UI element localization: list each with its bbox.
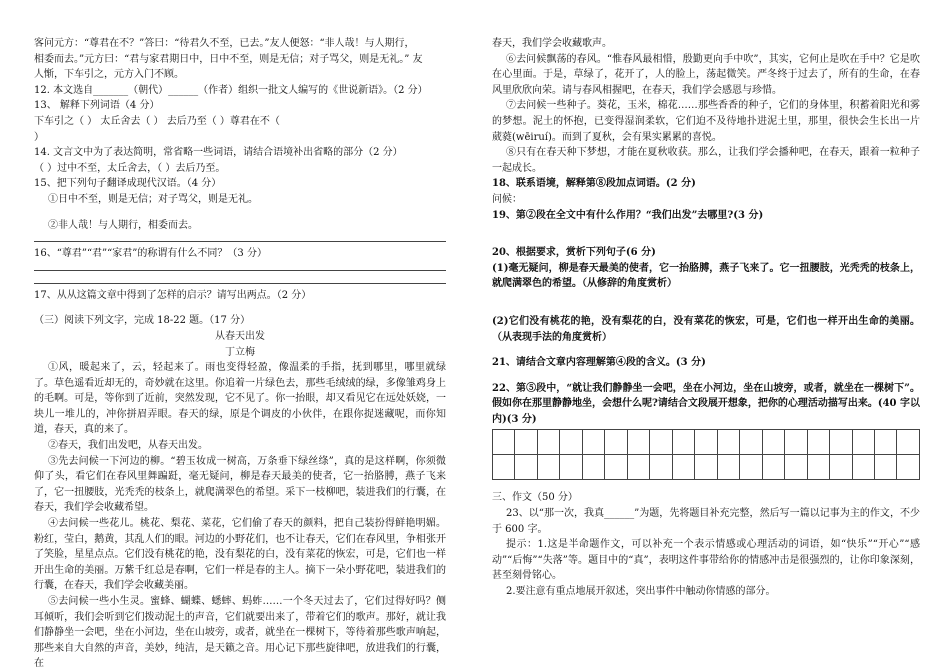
question-15-item-1: ①日中不至，则是无信；对子骂父，则是无礼。	[48, 193, 258, 205]
section-three-heading: （三）阅读下列文字，完成 18-22 题。（17 分）	[34, 315, 251, 327]
answer-grid-cell	[694, 430, 716, 454]
answer-grid-cell	[896, 430, 919, 454]
answer-grid-cell	[717, 455, 739, 479]
question-18-term: 问候：	[492, 193, 522, 205]
question-13: 13、 解释下列词语（4 分）	[34, 100, 160, 112]
answer-grid-cell	[762, 455, 784, 479]
answer-grid-cell	[852, 430, 874, 454]
answer-grid-cell	[604, 455, 626, 479]
text-line: 人惭，下车引之，元方入门不顾。	[34, 69, 184, 81]
composition-hint-2: 2.要注意有重点地展开叙述，突出事件中触动你情感的部分。	[506, 586, 776, 598]
question-13-items: 下车引之（ ） 太丘舍去（ ） 去后乃至（ ）尊君在不（	[34, 115, 280, 127]
answer-grid-cell	[829, 455, 851, 479]
paragraph-4: ④去问候一些花儿。桃花、梨花、菜花，它们偷了春天的颜料，把自己装扮得鲜艳明媚。粉红，莹白，鹅黄，其乱人们的眼。河边的小野花们，也不让春天，它们在春风里，争相张开了笑脸，星星点点。它们没有桃花的艳，没有梨花的白，没有菜花的恢宏，可是，它们也一样开出生命的美丽。万紫千红总是春啊，它们一样是春的主人。摘下一朵小野花吧，装进我们的行囊，在春天，我们学会收藏美丽。	[34, 518, 446, 592]
answer-grid-cell	[514, 430, 536, 454]
answer-line	[34, 262, 446, 271]
answer-grid-cell	[739, 430, 761, 454]
answer-grid-cell	[627, 430, 649, 454]
question-17: 17、从从这篇文章中得到了怎样的启示？请写出两点。（2 分）	[34, 289, 312, 301]
question-21: 21、请结合文章内容理解第④段的含义。(3 分)	[492, 357, 706, 369]
answer-grid-cell	[807, 430, 829, 454]
text-line: 相委而去。”元方曰：“君与家君期日中，日中不至，则是无信；对子骂父，则是无礼。” 友	[34, 53, 423, 65]
question-16: 16、“尊君”“君”“家君”的称谓有什么不同？（3 分）	[34, 248, 267, 260]
answer-grid	[492, 429, 920, 480]
answer-grid-row	[492, 455, 920, 480]
answer-grid-cell	[852, 455, 874, 479]
answer-grid-cell	[492, 455, 514, 479]
answer-grid-cell	[514, 455, 536, 479]
text-line: 春天，我们学会收藏歌声。	[492, 38, 612, 49]
answer-grid-cell	[739, 455, 761, 479]
answer-grid-cell	[559, 430, 581, 454]
answer-grid-cell	[762, 430, 784, 454]
answer-grid-cell	[874, 430, 896, 454]
question-20-item-2: (2)它们没有桃花的艳，没有梨花的白，没有菜花的恢宏，可是，它们也一样开出生命的美丽。（从表现手法的角度赏析）	[492, 315, 920, 343]
article-author: 丁立梅	[225, 346, 255, 358]
answer-grid-cell	[829, 430, 851, 454]
answer-grid-cell	[492, 430, 514, 454]
question-15: 15、把下列句子翻译成现代汉语。（4 分）	[34, 178, 222, 190]
paragraph-8: ⑧只有在春天种下梦想，才能在夏秋收获。那么，让我们学会播种吧，在春天，跟着一粒种子一起成长。	[492, 147, 920, 174]
answer-grid-cell	[649, 455, 671, 479]
question-20-item-1: (1)毫无疑问，柳是春天最美的使者，它一抬胳膊，燕子飞来了。它一扭腰肢，光秃秃的枝条上，就爬满翠色的希望。（从修辞的角度赏析）	[492, 262, 920, 290]
answer-grid-cell	[537, 430, 559, 454]
article-title: 从春天出发	[215, 330, 265, 342]
question-22: 22、第⑤段中，“就让我们静静坐一会吧，坐在小河边，坐在山坡旁，或者，就坐在一棵树下”。假如你在那里静静地坐，会想什么呢?请结合文段展开想象，把你的心理活动描写出来。(40 字以内)(3 分)	[492, 382, 920, 425]
answer-grid-cell	[537, 455, 559, 479]
answer-grid-cell	[672, 455, 694, 479]
question-18: 18、联系语境，解释第⑧段加点词语。(2 分)	[492, 178, 696, 190]
answer-grid-cell	[627, 455, 649, 479]
question-20: 20、根据要求，赏析下列句子(6 分)	[492, 247, 656, 259]
paragraph-1: ①风，暖起来了，云，轻起来了。雨也变得轻盈，像温柔的手指，抚到哪里，哪里就绿了。草色遥看近却无的，奇妙就在这里。你追着一片绿色去，那些毛绒绒的绿，多像雏鸡身上的毛啊。可是，等你到了近前，突然发现，它不见了。你一抬眼，却又看见它在远处妖娆，一块儿一堆儿的，冲你拼眉弄眼。春天的绿，原是个调皮的小伙伴，在跟你捉迷藏呢，而你知道，春天，真的来了。	[34, 362, 446, 436]
right-column	[492, 36, 920, 600]
question-14: 14. 文言文中为了表达简明，常省略一些词语，请结合语境补出省略的部分（2 分）	[34, 147, 403, 159]
left-column	[34, 36, 446, 672]
answer-grid-cell	[874, 455, 896, 479]
composition-heading: 三、作文（50 分）	[492, 492, 578, 504]
question-13-items-cont: ）	[34, 131, 44, 143]
composition-hint-1: 提示：1.这是半命题作文，可以补充一个表示情感或心理活动的词语，如“快乐”“开心”“感动”“后悔”“失落”等。题目中的“真”，表明这件事带给你的情感冲击是很强烈的，让你印象深刻，甚至刻骨铭心。	[492, 539, 920, 582]
answer-grid-cell	[582, 430, 604, 454]
paragraph-2: ②春天，我们出发吧，从春天出发。	[48, 440, 208, 452]
answer-grid-cell	[694, 455, 716, 479]
paragraph-7: ⑦去问候一些种子。葵花，玉米，棉花……那些香香的种子，它们的身体里，积蓄着阳光和雾的梦想。泥土的怀抱，已变得湿润柔软，它们迫不及待地扑进泥土里，那里，很快会生长出一片葳蕤(wēiruí)。而到了夏秋，会有果实累累的喜悦。	[492, 100, 920, 143]
answer-grid-cell	[582, 455, 604, 479]
paragraph-6: ⑥去问候飘荡的春风。“惟春风最相惜，殷勤更向手中吹”，其实，它何止是吹在手中？它是吹在心里面。于是，草绿了，花开了，人的脸上，荡起微笑。严冬终于过去了，所有的生命，在春风里欣欣向荣。请与春风相握吧，在春天，我们学会感恩与珍惜。	[492, 53, 920, 96]
answer-line	[34, 275, 446, 284]
paragraph-5: ⑤去问候一些小生灵。蜜蜂、蝴蝶、蟋蟀、蚂蚱……一个冬天过去了，它们过得好吗？侧耳倾听，我们会听到它们拨动泥土的声音，它们就要出来了，带着它们的歌声。那好，就让我们静静坐一会吧，坐在小河边，坐在山坡旁，或者，就坐在一棵树下，等待着那些歌声响起，那些来自大自然的声音，美妙，纯洁，是天籁之音。用心记下那些旋律吧，放进我们的行囊，在	[34, 596, 446, 670]
answer-line	[34, 233, 446, 242]
answer-grid-cell	[784, 455, 806, 479]
question-19: 19、第②段在全文中有什么作用？“我们出发”去哪里?(3 分)	[492, 209, 764, 221]
question-23: 23、以“那一次，我真______”为题，先将题目补充完整，然后写一篇以记事为主的作文，不少于 600 字。	[492, 508, 920, 535]
paragraph-3: ③先去问候一下河边的柳。“碧玉妆成一树高，万条垂下绿丝绦”，真的是这样啊，你须微仰了头，看它们在春风里舞蹁跹，毫无疑问，柳是春天最美的使者，它一抬胳膊，燕子飞来了，它一扭腰肢，光秃秃的枝条上，就爬满翠色的希望。采下一枝柳吧，装进我们的行囊，在春天，我们学会收藏希望。	[34, 455, 446, 514]
question-15-item-2: ②非人哉！与人期行，相委而去。	[48, 219, 198, 231]
answer-grid-cell	[807, 455, 829, 479]
text-line: 客问元方：“尊君在不？”答曰：“待君久不至，已去。”友人便怒：“非人哉！与人期行，	[34, 38, 415, 49]
question-14-blanks: （ ）过中不至，太丘舍去，（ ）去后乃至。	[34, 162, 226, 174]
answer-grid-cell	[559, 455, 581, 479]
question-12: 12. 本文选自_______（朝代）______（作者）组织一批文人编写的《世说新语》。（2 分）	[34, 84, 428, 96]
answer-grid-cell	[672, 430, 694, 454]
answer-grid-cell	[649, 430, 671, 454]
answer-grid-cell	[784, 430, 806, 454]
answer-grid-cell	[604, 430, 626, 454]
answer-grid-row	[492, 430, 920, 455]
answer-grid-cell	[896, 455, 919, 479]
answer-grid-cell	[717, 430, 739, 454]
